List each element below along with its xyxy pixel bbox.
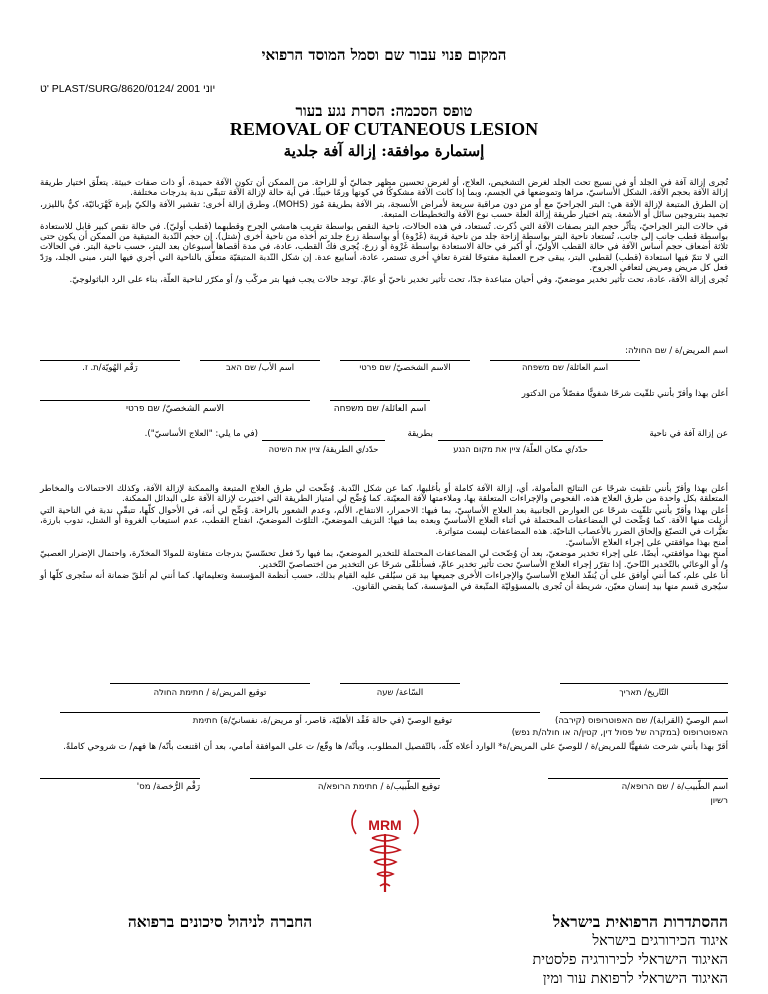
footer-right-org: ההסתדרות הרפואית בישראל (552, 912, 728, 931)
label-license-number: رَقْم الرُّخصة/ מס' (136, 782, 200, 792)
institution-placeholder: המקום פנוי עבור שם וסמל המוסד הרפואי (261, 46, 507, 64)
paragraph: في حالات البتر الجراحيّ، يتأثّر حجم البتر بصفات الآفة التي ذُكرت. تُستعاد، في هذه الحالات، ناحية النقص بواسطة تقريب هامشي الجرح وقطبهما (قطب أوليّ). في حالة نقص كبير قابل للاستعادة بواسطة قطب جانب إلى جانب، تُستعاد ناحية البتر بواسطة إزاحة جلد من ناحية قريبة (غَرْوة) أو بواسطة زرع جلد تم أخذه من ناحية أخرى (شتل). إن حجم النّدبة المتبقية من الممكن أن يكون حتى ثلاثة أضعاف حجم أساس الآفة في حالة القطب الأوليّ، أو أكبر في حالة الاستعادة بواسطة غَرْوة أو زرع. يُجرى فكّ القطب، عادة، في مدة أقصاها أسبوعان بعد البتر، حسب ناحية البتر. في الحالات التي لا تتمّ فيها استعادة (قطب) لقطبي البتر، يبقى جرح العملية مفتوحًا لفترة تعافٍ أخرى تستمر، عادة، أسابيع عدة. إن شكل النّدبة المتبقيّة متعلّق بالناحية التي أجري فيها البتر، مبنى الجلد، ورَدّ فعل كل مريض ومريض لتعافي الجروح. (40, 221, 728, 274)
patient-father-line[interactable] (200, 360, 320, 361)
label-lastname: اسم العائلة/ שם משפחה (521, 362, 609, 372)
title-hebrew: טופס הסכמה: הסרת נגע בעור (295, 102, 473, 120)
method-word: بطريقة (407, 429, 433, 439)
footer-right-cut-line: האיגוד הישראלי לרפואת עור ומין (542, 971, 728, 985)
label-patient-signature: توقيع المريض/ة / חתימת החולה (153, 687, 267, 697)
removal-method-line[interactable] (262, 440, 385, 441)
paragraph: تُجرى إزالة آفة في الجلد أو في نسيج تحت الجلد لغرض التشخيص، العلاج، أو لغرض تحسين مظهر جماليّ أو للراحة. من الممكن أن تكون الآفة حميدة، أو ذات صفات خبيثة. يتعلّق اختيار طريقة إزالة الآفة بحجم الآفة، الشكل الأساسيّ، مراها وتموضعها في الجسم، وبما إذا كانت الآفة مشكوكًا في كونها ورمًا خبيثًا. في أية حالة لإزالة الآفة تتبقّى ندبة بدرجات مختلفة. (40, 178, 728, 199)
patient-name-prefix: اسم المريض/ة / שם החולה: (625, 346, 728, 356)
title-english: REMOVAL OF CUTANEOUS LESION (229, 119, 539, 139)
paragraph: أمنح بهذا موافقتي على إجراء العلاج الأساسيّ. (565, 538, 728, 549)
paragraph: أعلن بهذا وأقرّ بأنني تلقّيت شرحًا عن العوارض الجانبية بعد العلاج الأساسيّ، بما فيها: الاحمرار، الانتفاخ، الألم، وعدم الشعور بالراحة. وُضِّح لي أنه، في الأحوال كلّها، تتبقّى ندبة في الناحية التي أزيلت منها الآفة. كما وُضِّحت لي المضاعفات المحتملة في أثناء العلاج الأساسيّ وبعده بما فيها: النزيف الموضعيّ، التلوّث الموضعيّ، انفتاح القطب، عدم استيعاب الغروة أو الشتل، ندوب بارزة، تغيُّرات في التصبّغ وإلحاق الضرر بالأعصاب الناحيّة. هذه المضاعفات ليست متواترة. (40, 505, 728, 537)
label-license-word: רשיון (710, 796, 728, 806)
title-arabic: إستمارة موافقة: إزالة آفة جلدية (283, 142, 485, 160)
footer-right-line: איגוד הכירורגים בישראל (592, 933, 728, 949)
doctor-name-line[interactable] (548, 778, 728, 779)
paragraph: أمنح بهذا موافقتي، أيضًا، على إجراء تخدير موضعيّ، بعد أن وُضّحت لي المضاعفات المحتملة للتخدير الموضعيّ، بما فيها ردّ فعل تحسّسيّ بدرجات متفاوتة للموادّ المخدّرة، واحتمال الإضرار العصبيّ و/ أو الوعائي بالتّخدير النّاحيّ. إذا تقرّر إجراء العلاج الأساسيّ تحت تأثير تخدير عامّ، فسأتلقّى شرحًا عن التخدير من اختصاصيّ التّخدير. (40, 549, 728, 570)
license-number-line[interactable] (40, 778, 200, 779)
patient-signature-line[interactable] (110, 683, 310, 684)
doctor-statement: أعلن بهذا وأقرّ بأنني تلقّيت شرحًا شفويًّا مفصّلاً من الدكتور (521, 389, 728, 399)
mrm-logo (342, 804, 428, 900)
footer-right-line: האיגוד הישראלי לכירורגיה פלסטית (532, 952, 728, 968)
label-firstname: الاسم الشخصيّ/ שם פרטי (359, 362, 451, 372)
paragraph: أنا على علم، كما أنني أوافق على أن يُنفّذ العلاج الأساسيّ والإجراءات الأخرى جميعها بيد مَن سيُلقى عليه القيام بذلك، حسب أنظمة المؤسسة وتعليماتها. كما أنني لم أتلقّ ضمانة أنه ستُجرى كلّها أو سيُجرى قسم منها بيد إنسان معيّن، شريطة أن تُجرى بالمسؤوليّة المتّبعة في المؤسسة، كما يقضي القانون. (40, 571, 728, 592)
doctor-signature-line[interactable] (250, 778, 440, 779)
label-time: السّاعة/ שעה (376, 687, 424, 697)
footer-left-org: החברה לניהול סיכונים ברפואה (127, 912, 313, 931)
label-father: اسم الأب/ שם האב (225, 362, 295, 372)
form-reference: ט' PLAST/SURG/8620/0124/ יוני 2001 (40, 83, 216, 95)
removal-area-end: (في ما يلي: "العلاج الأساسيّ"). (144, 429, 258, 439)
label-removal-method: حدّد/ي الطريقة/ ציין את השיטה (268, 444, 379, 454)
label-lesion-location: حدّد/ي مكان العلّة/ ציין את מקום הנגע (453, 444, 588, 454)
time-line[interactable] (340, 683, 460, 684)
label-date: التّاريخ/ תאריך (619, 687, 669, 697)
paragraph: إن الطرق المتبعة لإزالة الآفة هي: البتر الجراحيّ مع أو من دون مراقبة سريعة لأمراض الأنسجة، بتر الآفة بطريقة مُوز (MOHS)، وطرق إزالة أخرى: تقشير الآفة والكيّ بإبرة كَهْرَبائيّة، كيٌّ بالليزر، تجميد بنتروجين سائل أو الأشعة. يتم اختيار طريقة إزالة العلّة حسب نوع الآفة والتخطيطات المتبعة. (40, 199, 728, 221)
removal-area-text: عن إزالة آفة في ناحية (649, 429, 728, 439)
physician-declaration: أقرّ بهذا بأنني شرحت شفهيًّا للمريض/ة / للوصيّ على المريض/ة* الوارد أعلاه كلّه، بالتّفصيل المطلوب، وبأنّه/ ها وقّع/ ت على الموافقة أمامي، بعد أن اقتنعت بأنّه/ ها فهم/ ت شروحي كاملةً. (63, 742, 728, 752)
paragraph: تُجرى إزالة الآفة، عادة، تحت تأثير تخدير موضعيّ، وفي أحيان متباعدة جدًا، تحت تأثير تخدير ناحيّ أو عامّ. توجد حالات يجب فيها بتر مركّب و/ أو مكرّر لناحية العلّة، بناء على الرد الباثولوجيّ. (69, 274, 728, 285)
doctor-firstname-line[interactable] (40, 400, 310, 401)
patient-id-line[interactable] (40, 360, 180, 361)
label-guardian-hebrew: האפוטרופוס (במקרה של פסול דין, קטין/ה או חולה/ת נפש) (511, 728, 728, 738)
mrm-logo-text: MRM (368, 817, 402, 833)
label-doctor-signature: توقيع الطّبيب/ة / חתימת הרופא/ה (317, 782, 440, 792)
guardian-signature-line[interactable] (60, 712, 540, 713)
lesion-location-line[interactable] (438, 440, 603, 441)
paragraph: أعلن بهذا وأقرّ بأنني تلقيت شرحًا عن النتائج المأمولة، أي، إزالة الآفة كاملة أو بأغلبها، كما عن شكل النّدبة. وُضِّحت لي طرق العلاج المتبعة والممكنة لإزالة الآفة، وكذلك الاحتمالات والمخاطر المتعلقة بكل واحدة من طرق العلاج هذه، الفحوص والإجراءات المتعلقة بها، وملاءمتها لآفة المعيّنة. كما وُضِّح لي امتياز الطريقة التي اختيرت لإزالة الآفة على البدائل الممكنة. (40, 484, 728, 505)
date-line[interactable] (560, 683, 728, 684)
patient-firstname-line[interactable] (340, 360, 470, 361)
doctor-lastname-line[interactable] (330, 400, 430, 401)
intro-paragraphs (40, 178, 728, 285)
label-doctor-lastname: اسم العائلة/ שם משפחה (333, 404, 427, 414)
label-id: رَقْم الهُويّة/ת. ז. (82, 362, 138, 372)
guardian-name-line[interactable] (560, 712, 728, 713)
patient-lastname-line[interactable] (490, 360, 640, 361)
label-doctor-firstname: الاسم الشخصيّ/ שם פרטי (125, 404, 225, 414)
label-doctor-name: اسم الطّبيب/ة / שם הרופא/ה (621, 782, 728, 792)
label-guardian-name: اسم الوصيّ (القرابة)/ שם האפוטרופוס (קירבה) (554, 716, 728, 726)
label-guardian-signature: توقيع الوصيّ (في حالة فَقْد الأهليّة، قاصر، أو مريض/ة، نفسانيّ/ة) חתימת (192, 716, 452, 726)
consent-paragraphs (40, 484, 728, 592)
